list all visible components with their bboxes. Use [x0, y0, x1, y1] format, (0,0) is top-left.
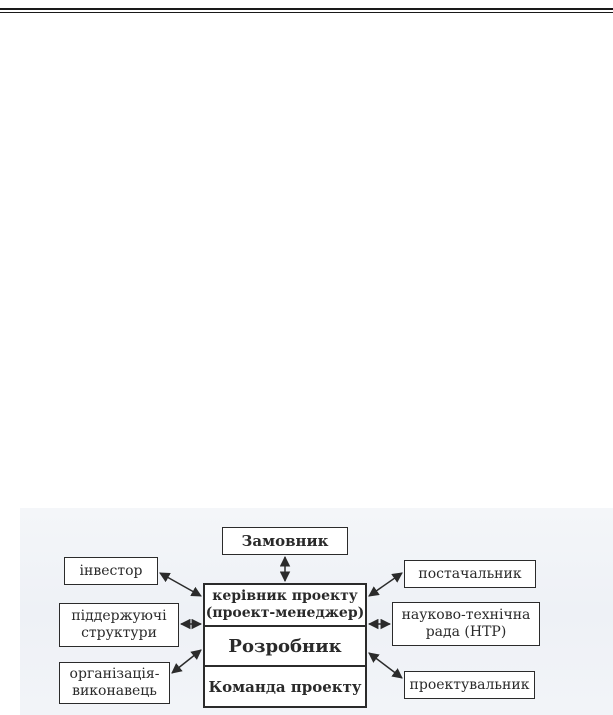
contractor-org-box [59, 662, 170, 704]
supplier-box [404, 560, 536, 588]
arrow-investor-pm [160, 573, 201, 596]
support-structures-label: піддержуючі структури [71, 608, 167, 641]
project-manager-label: керівник проекту (проект-менеджер) [205, 588, 365, 621]
customer-label: Замовник [241, 531, 329, 550]
investor-box [64, 557, 158, 585]
developer-label: Розробник [228, 635, 342, 657]
support-structures-box [59, 603, 179, 647]
project-team-label: Команда проекту [208, 677, 362, 696]
investor-label: інвестор [79, 562, 143, 579]
customer-box [222, 527, 348, 555]
contractor-org-label: організація- виконавець [69, 666, 160, 699]
project-manager-cell [205, 585, 365, 627]
project-team-cell [205, 667, 365, 706]
designer-label: проектувальник [409, 676, 530, 693]
arrow-supplier-pm [369, 573, 402, 596]
developer-cell [205, 627, 365, 667]
arrow-contractor-pm [172, 650, 201, 673]
arrow-designer-pm [369, 653, 402, 678]
project-core-stack [203, 583, 367, 708]
designer-box [404, 671, 535, 699]
scientific-council-label: науково-технічна рада (НТР) [401, 607, 531, 640]
supplier-label: постачальник [418, 565, 522, 582]
scientific-council-box [392, 602, 540, 646]
